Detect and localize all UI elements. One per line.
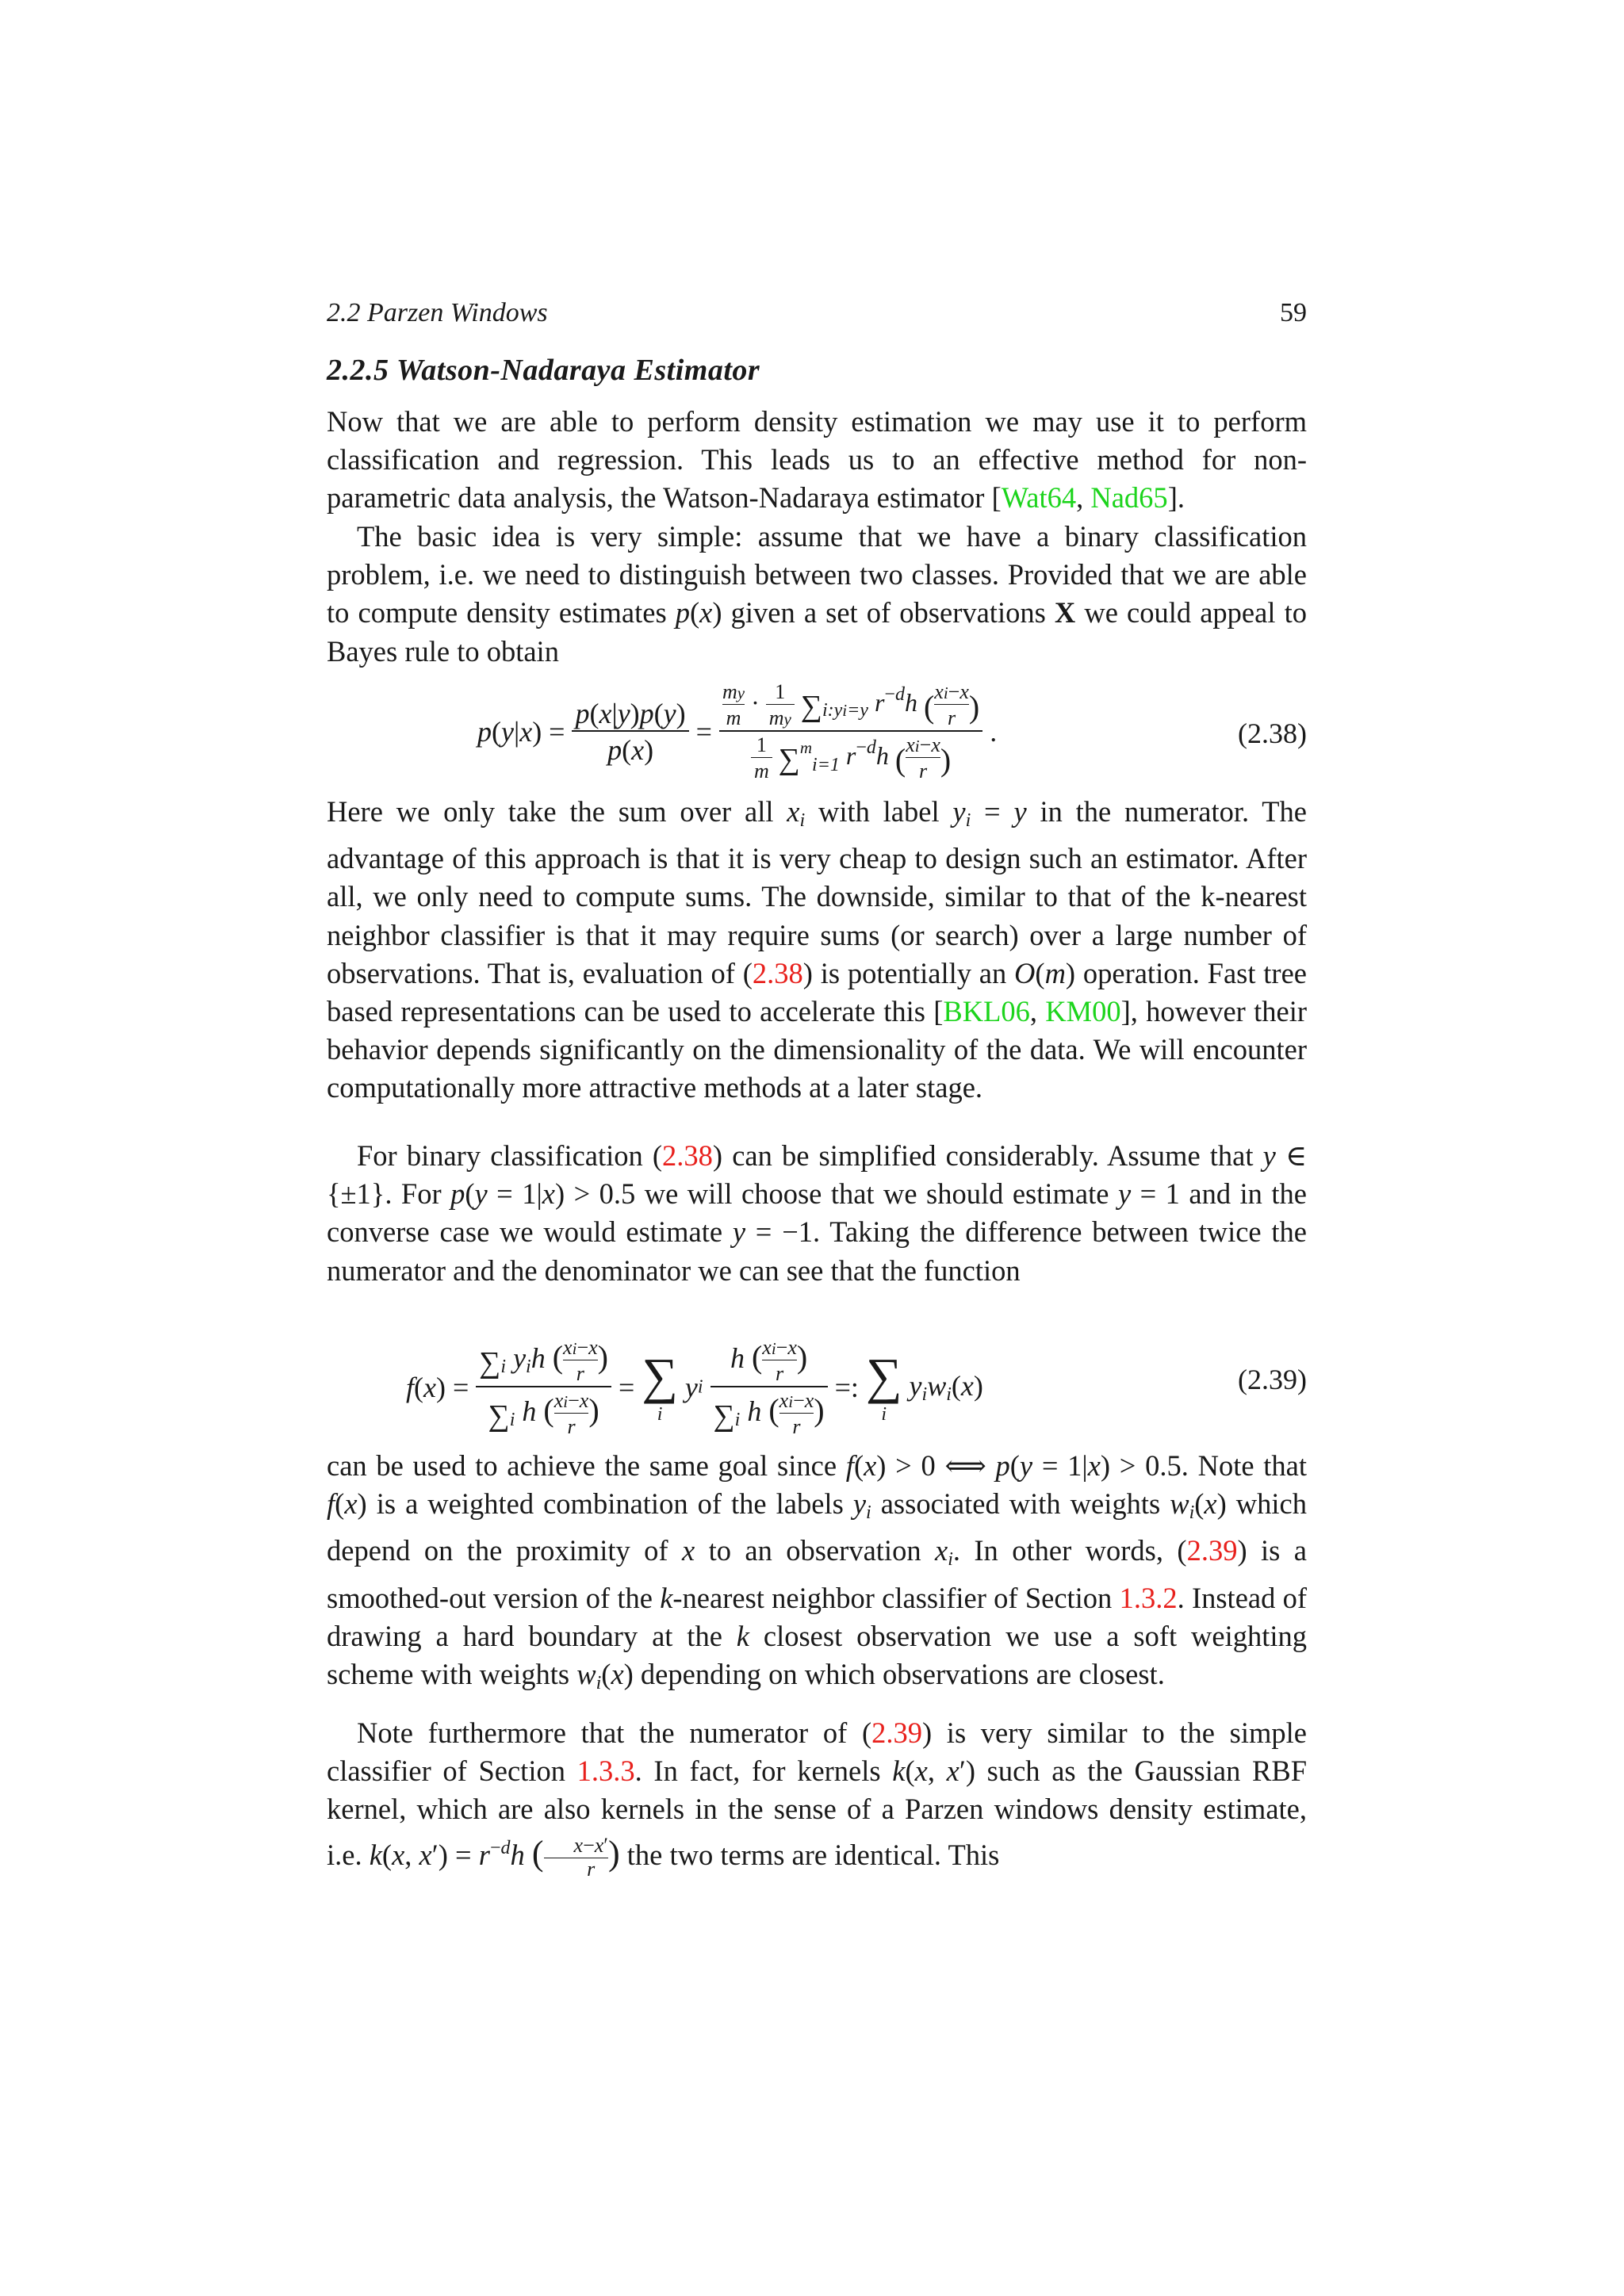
citation-link[interactable]: BKL06 xyxy=(943,995,1030,1028)
paragraph-kernel-note: Note furthermore that the numerator of (2.39) is very similar to the simple classifier of Section 1.3.3. In fact, for kernels k(x, x′) such as the Gaussian RBF kernel, which are also kernels in the sense of a Parzen windows density estimate, i.e. k(x, $x') = r^{-d}h$ ( $\frac{x-x'}{r}$ ) the two terms are identical. This xyxy=(327,1716,1307,1881)
equation-ref-link[interactable]: 2.38 xyxy=(752,956,803,989)
estimator-fraction: $\frac{my}{m}$ · $\frac{1}{my}$ $\sum_{i:yi=y}$ $r^{-d}h$ ( $\frac{xi-x}{r}$ ) $\frac{1}{m}$ $\sum_{^mi=1}$ $r^{-d}h$ ( $\frac{xi-x}{r}$ ) xyxy=(719,680,982,783)
paragraph-basic-idea: The basic idea is very simple: assume that we have a binary classification problem, i.e. we need to distinguish between two classes. Provided that we are able to compute density estimates p(x) given a set of observations X we could appeal to Bayes rule to obtain xyxy=(327,520,1307,668)
equation-ref-link[interactable]: 2.39 xyxy=(1186,1534,1238,1567)
section-ref-link[interactable]: 1.3.2 xyxy=(1119,1581,1178,1614)
equation-ref-link[interactable]: 2.39 xyxy=(871,1716,922,1749)
running-title: 2.2 Parzen Windows xyxy=(327,298,548,327)
paragraph-numerator: Here we only take the sum over all $x_i$ with label $y_i = y$ in the numerator. The advantage of this approach is that it is very cheap to design such an estimator. After all, we only need to compute sums. The downside, similar to that of the k-nearest neighbor classifier is that it may require sums (or search) over a large number of observations. That is, evaluation of (2.38) is potentially an O(m) operation. Fast tree based representations can be used to accelerate this [BKL06, KM00], however their behavior depends significantly on the dimensionality of the data. We will encounter computationally more attractive methods at a later stage. xyxy=(327,795,1308,1104)
weight-fraction: h ( $\frac{xi-x}{r}$ ) $\sum_i$ h ( $\frac{xi-x}{r}$ ) xyxy=(710,1336,828,1439)
bayes-fraction: $\frac{p(x|y)p(y)}{p(x)}$ xyxy=(572,697,688,767)
equation-2-39: f(x) = $\sum_i$ $y_ih$ ( $\frac{xi-x}{r}$ ) $\sum_i$ h ( $\frac{xi-x}{r}$ ) = ∑ i yi h ( $\frac{xi-x}{r}$ ) $\sum_i$ h ( $\frac{xi-x}{r}$ ) =: ∑ i $y_iw_i(x)$ (2.39) xyxy=(406,1336,1307,1438)
page-number: 59 xyxy=(1280,298,1307,327)
equation-number: (2.39) xyxy=(1238,1364,1307,1395)
paragraph-weighted-combination: can be used to achieve the same goal since f(x) > 0 ⟺ p(y = 1|x) > 0.5. Note that f(x) is a weighted combination of the labels $y_i$ associated with weights $w_i(x)$ which depend on the proximity of x to an observation $x_i$. In other words, (2.39) is a smoothed-out version of the k-nearest neighbor classifier of Section 1.3.2. Instead of drawing a hard boundary at the k closest observation we use a soft weighting scheme with weights $w_i(x)$ depending on which observations are closest. xyxy=(327,1449,1308,1694)
weighted-fraction: $\sum_i$ $y_ih$ ( $\frac{xi-x}{r}$ ) $\sum_i$ h ( $\frac{xi-x}{r}$ ) xyxy=(476,1336,611,1439)
citation-link[interactable]: KM00 xyxy=(1045,995,1121,1028)
equation-number: (2.38) xyxy=(1238,718,1307,749)
paragraph-intro: Now that we are able to perform density estimation we may use it to perform classification and regression. This leads us to an effective method for non-parametric data analysis, the Watson-Nadaraya estimator [Wat64, Nad65]. xyxy=(327,405,1307,515)
equation-ref-link[interactable]: 2.38 xyxy=(662,1139,713,1172)
section-ref-link[interactable]: 1.3.3 xyxy=(576,1755,635,1788)
running-head xyxy=(327,298,1307,338)
equation-2-38: p(y|x) = $\frac{p(x|y)p(y)}{p(x)}$ = $\frac{my}{m}$ · $\frac{1}{my}$ $\sum_{i:yi=y}$ $r^{-d}h$ ( $\frac{xi-x}{r}$ ) $\frac{1}{m}$ $\sum_{^mi=1}$ $r^{-d}h$ ( $\frac{xi-x}{r}$ ) . (2.38) xyxy=(477,680,1307,783)
paragraph-binary-classification: For binary classification (2.38) can be simplified considerably. Assume that y ∈ {±1}. For p(y = 1|x) > 0.5 we will choose that we should estimate y = 1 and in the converse case we would estimate y = −1. Taking the difference between twice the numerator and the denominator we can see that the function xyxy=(327,1139,1307,1287)
citation-link[interactable]: Nad65 xyxy=(1090,481,1168,515)
section-title: 2.2.5 Watson-Nadaraya Estimator xyxy=(327,354,760,387)
citation-link[interactable]: Wat64 xyxy=(1001,481,1077,515)
